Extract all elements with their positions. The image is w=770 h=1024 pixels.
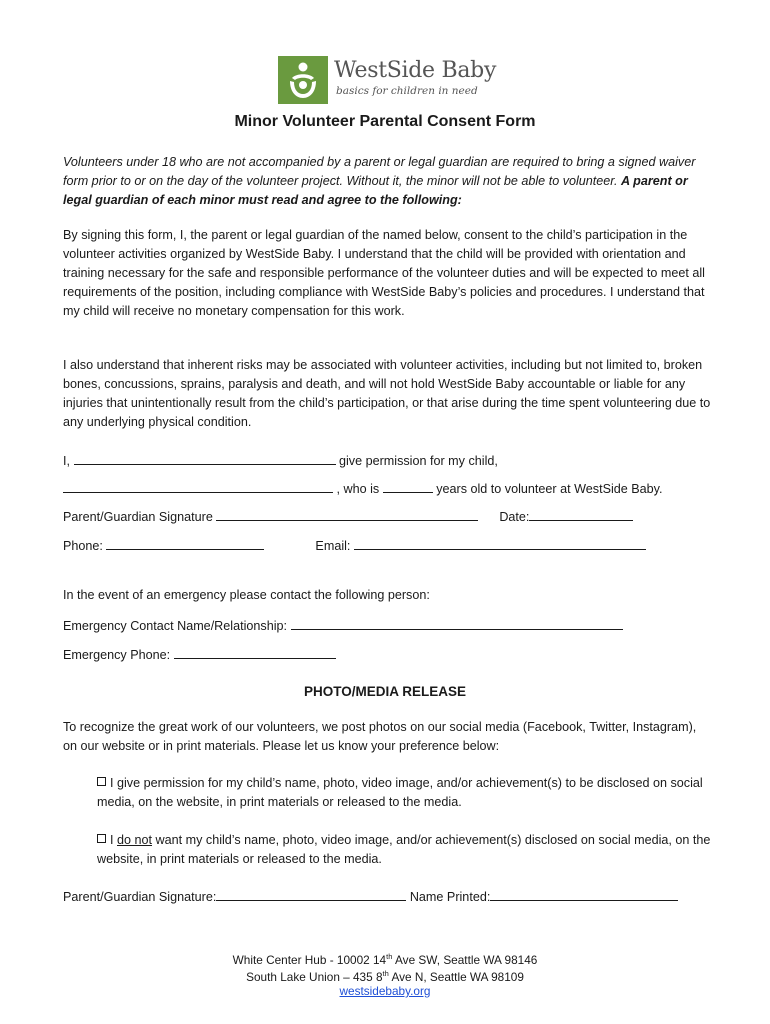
decline-checkbox[interactable] [97,834,106,843]
footer-address-2-street: South Lake Union – 435 8 [246,969,383,984]
permission-checkbox[interactable] [97,777,106,786]
footer-address-1-sup: th [386,952,393,961]
westside-baby-logo [278,56,498,104]
final-signature-label: Parent/Guardian Signature: [63,890,217,904]
intro-requirement-text: A parent or legal guardian of each minor must read and agree to the following: [63,174,688,207]
guardian-name-field[interactable] [74,452,336,465]
website-link[interactable]: westsidebaby.org [339,984,431,998]
guardian-signature-label: Parent/Guardian Signature [63,510,213,524]
email-field[interactable] [354,537,646,550]
emergency-contact-field[interactable] [291,617,623,630]
footer-website [0,983,770,1000]
footer-address-2-city: Ave N, Seattle WA 98109 [391,969,524,984]
do-not-text: do not [117,833,153,847]
consent-paragraph: By signing this form, I, the parent or legal guardian of the named below, consent to the child’s participation in the volunteer activities organized by WestSide Baby. I understand that the child will be provided with orientation and training necessary for the safe and responsible performance of the volunteer duties and will be expected to meet all requirements of the position, including compliance with WestSide Baby’s policies and procedures. I understand that my child will receive no monetary compensation for this work. [63,228,705,318]
child-name-field[interactable] [63,480,333,493]
footer-address-1-city: Ave SW, Seattle WA 98146 [395,952,538,967]
emergency-phone-line [63,646,336,662]
media-permission-option[interactable] [97,774,717,812]
footer-address-2-sup: th [382,969,389,978]
logo-tagline: basics for children in need [336,85,478,97]
permission-line [63,452,498,468]
decline-prefix: I [110,833,114,847]
emergency-phone-label: Emergency Phone: [63,648,171,662]
page-title: Minor Volunteer Parental Consent Form [234,113,536,130]
emergency-contact-line [63,617,623,633]
emergency-phone-field[interactable] [174,646,336,659]
date-field[interactable] [529,508,633,521]
emergency-intro: In the event of an emergency please contact the following person: [63,588,430,602]
name-printed-field[interactable] [490,888,678,901]
logo-figure-icon [278,56,328,104]
logo-name: WestSide Baby [334,58,497,83]
who-is-text: , who is [336,482,380,496]
risk-paragraph: I also understand that inherent risks may be associated with volunteer activities, including but not limited to, broken bones, concussions, sprains, paralysis and death, and will not hold WestSide Baby accountable or liable for any injuries that unintentionally result from the child’s participation, or that arise during the time spent volunteering due to any underlying physical condition. [63,358,711,429]
child-line [63,480,663,496]
final-signature-field[interactable] [216,888,406,901]
intro-italic-text: Volunteers under 18 who are not accompanied by a parent or legal guardian are required to bring a signed waiver form prior to or on the day of the volunteer project. Without it, the minor will not be able to volunteer. [63,155,696,188]
final-signature-line [63,888,678,904]
media-decline-option[interactable] [97,831,717,869]
name-printed-label: Name Printed: [409,890,491,904]
phone-field[interactable] [106,537,264,550]
intro-paragraph [63,153,713,210]
permission-option-text: I give permission for my child’s name, photo, video image, and/or achievement(s) to be disclosed on social media, on the website, in print materials or released to the media. [97,776,703,809]
footer-address-1-street: White Center Hub - 10002 14 [232,952,387,967]
phone-label: Phone: [63,539,103,553]
media-intro-paragraph: To recognize the great work of our volunteers, we post photos on our social media (Facebook, Twitter, Instagram), on our website or in print materials. Please let us know your preference below: [63,720,697,753]
signature-line [63,508,633,524]
decline-option-text: want my child’s name, photo, video image, and/or achievement(s) disclosed on social media, on the website, in print materials or released to the media. [97,833,711,866]
years-old-text: years old to volunteer at WestSide Baby. [436,482,663,496]
emergency-contact-label: Emergency Contact Name/Relationship: [63,619,287,633]
i-prefix: I, [63,454,70,468]
contact-line [63,537,646,553]
media-release-heading: PHOTO/MEDIA RELEASE [303,684,467,699]
give-permission-text: give permission for my child, [339,454,498,468]
email-label: Email: [315,539,351,553]
guardian-signature-field[interactable] [216,508,478,521]
child-age-field[interactable] [383,480,433,493]
date-label: Date: [499,510,530,524]
